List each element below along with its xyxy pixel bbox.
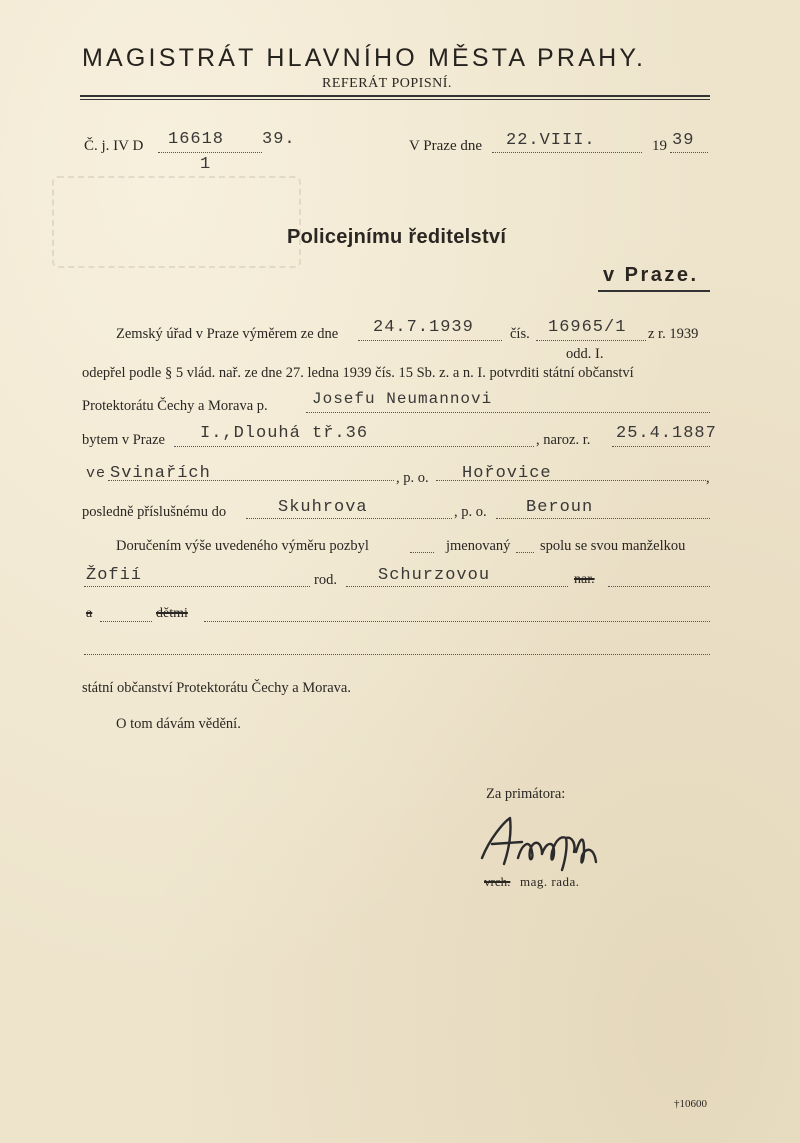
line8-dots2 xyxy=(516,552,534,553)
line9-maiden-dots xyxy=(346,586,568,587)
wife-maiden-name: Schurzovou xyxy=(378,566,491,585)
line9-end-dots xyxy=(608,586,710,587)
reference-year: 39. xyxy=(262,130,296,149)
body-line7-text: posledně příslušnému do xyxy=(82,504,227,520)
person-name: Josefu Neumannovi xyxy=(312,390,493,408)
blank-line-dots xyxy=(84,654,710,655)
signatory-role: mag. rada. xyxy=(520,874,580,889)
addressee-rule xyxy=(598,290,710,292)
line7-dots xyxy=(246,518,452,519)
body-line7-po: , p. o. xyxy=(454,504,487,520)
year-dots xyxy=(670,152,708,153)
decision-number: 16965/1 xyxy=(548,318,627,337)
body-line2: odd. I. xyxy=(566,346,604,362)
body-line10-a: a xyxy=(86,606,93,621)
reference-subnumber: 1 xyxy=(200,155,212,174)
office-subtitle: REFERÁT POPISNÍ. xyxy=(322,76,452,91)
body-line6-ve: ve xyxy=(86,465,107,482)
body-line8-spouse: spolu se svou manželkou xyxy=(540,538,686,554)
line7-post-dots xyxy=(496,518,710,519)
letter-date: 22.VIII. xyxy=(506,131,596,150)
body-line1-year: z r. 1939 xyxy=(648,326,699,342)
line1-num-dots xyxy=(536,340,646,341)
line4-dots xyxy=(306,412,710,413)
line8-dots1 xyxy=(410,552,434,553)
reference-prefix: Č. j. IV D xyxy=(84,138,144,154)
body-line8-jmenovany: jmenovaný xyxy=(446,538,511,554)
decision-date: 24.7.1939 xyxy=(373,318,474,337)
date-label: V Praze dne xyxy=(409,138,483,154)
body-line5-text: bytem v Praze xyxy=(82,432,165,448)
body-line9-rod: rod. xyxy=(314,572,337,588)
domicile-place: Skuhrova xyxy=(278,498,368,517)
body-line6-comma: , xyxy=(706,470,710,486)
year-prefix: 19 xyxy=(652,138,667,154)
office-title: MAGISTRÁT HLAVNÍHO MĚSTA PRAHY. xyxy=(82,44,647,72)
header-rule-thin xyxy=(80,99,710,100)
body-line1-text: Zemský úřad v Praze výměrem ze dne xyxy=(116,326,339,342)
reference-dots xyxy=(158,152,262,153)
domicile-post-office: Beroun xyxy=(526,498,594,517)
addressee-line1: Policejnímu ředitelství xyxy=(287,226,507,248)
line10-dots1 xyxy=(100,621,152,622)
birth-date: 25.4.1887 xyxy=(616,424,717,443)
handwritten-signature xyxy=(470,808,610,878)
body-line12: O tom dávám vědění. xyxy=(116,716,241,732)
birth-place: Svinařích xyxy=(110,464,211,483)
faded-stamp xyxy=(52,176,301,268)
line5-dots xyxy=(174,446,534,447)
struck-children: dětmi xyxy=(156,606,188,621)
body-line3: odepřel podle § 5 vlád. nař. ze dne 27. ledna 1939 čís. 15 Sb. z. a n. I. potvrditi státní občanství xyxy=(82,365,634,381)
line10-dots2 xyxy=(204,621,710,622)
struck-nar: nar. xyxy=(574,572,595,587)
line1-date-dots xyxy=(358,340,502,341)
wife-name: Žofií xyxy=(86,566,143,585)
residence-address: I.,Dlouhá tř.36 xyxy=(200,424,369,443)
date-dots xyxy=(492,152,642,153)
birth-post-office: Hořovice xyxy=(462,464,552,483)
form-code: †10600 xyxy=(674,1098,707,1110)
signatory-role-struck: vrch. xyxy=(484,874,511,889)
line9-dots xyxy=(84,586,310,587)
line5-birth-dots xyxy=(612,446,710,447)
reference-number: 16618 xyxy=(168,130,225,149)
body-line5-born: , naroz. r. xyxy=(536,432,591,448)
body-line4-text: Protektorátu Čechy a Morava p. xyxy=(82,398,268,414)
body-line6-po: , p. o. xyxy=(396,470,429,486)
body-line11: státní občanství Protektorátu Čechy a Morava. xyxy=(82,680,351,696)
header-rule-thick xyxy=(80,95,710,97)
signature-label: Za primátora: xyxy=(486,786,566,802)
body-line1-cis: čís. xyxy=(510,326,530,342)
body-line8-text: Doručením výše uvedeného výměru pozbyl xyxy=(116,538,369,554)
year-suffix: 39 xyxy=(672,131,695,150)
addressee-line2: v Praze. xyxy=(603,264,699,286)
